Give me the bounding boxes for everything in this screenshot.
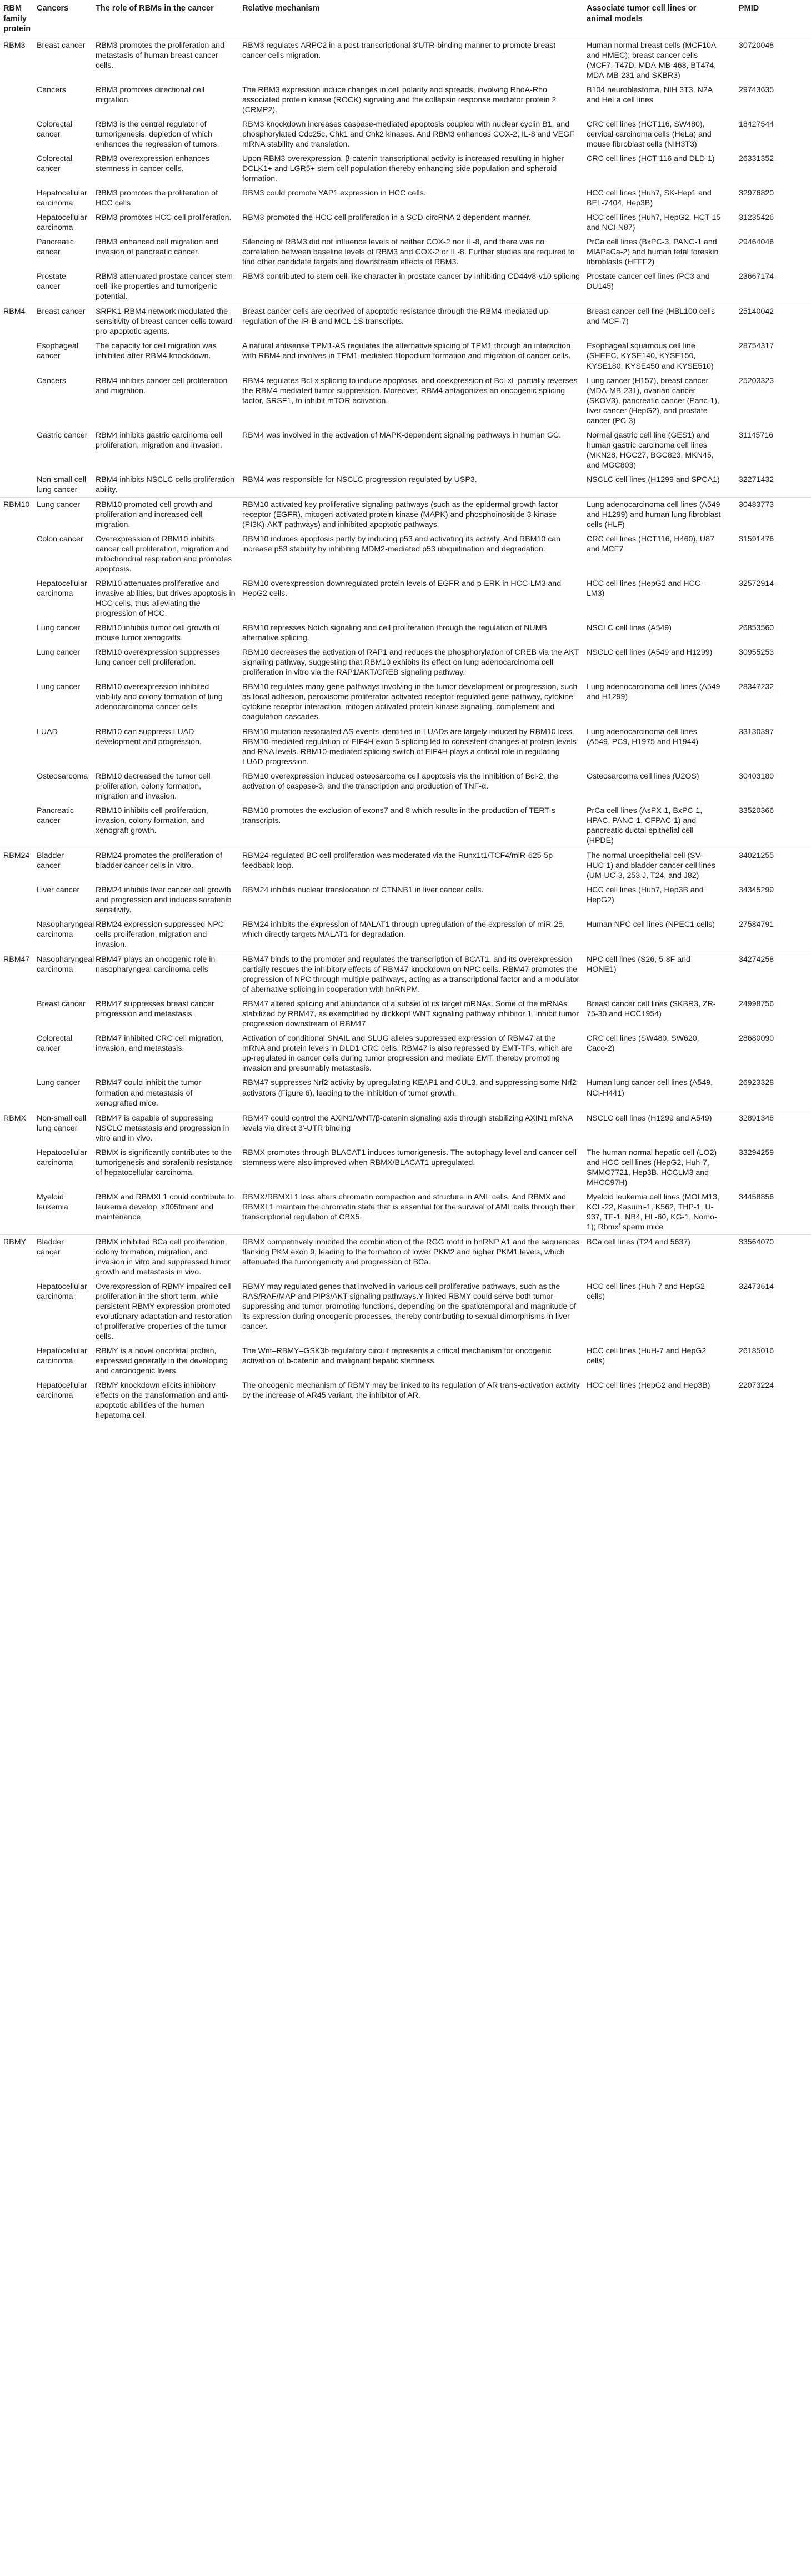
role-cell: RBM3 promotes the proliferation and metastasis of human breast cancer cells.: [92, 38, 239, 83]
role-cell: RBM4 inhibits NSCLC cells proliferation ability.: [96, 475, 234, 494]
cell-lines-cell: PrCa cell lines (AsPX-1, BxPC-1, HPAC, PANC-1, CFPAC-1) and pancreatic ductal epithelial cell (HPDE): [587, 806, 703, 845]
role-cell: RBM47 is capable of suppressing NSCLC metastasis and progression in vitro and in vivo.: [92, 1111, 239, 1146]
pmid-cell: 34274258: [724, 952, 811, 997]
cell-lines-cell: Lung adenocarcinoma cell lines (A549, PC9, H1975 and H1944): [587, 727, 699, 746]
pmid-cell: 29464046: [739, 238, 774, 247]
cell-lines-cell: CRC cell lines (HCT116, SW480), cervical carcinoma cells (HeLa) and mouse fibroblast cells (NIH3T3): [587, 119, 712, 149]
cell-lines-cell: Lung adenocarcinoma cell lines (A549 and H1299): [587, 682, 720, 702]
cancer-cell: Bladder cancer: [33, 1234, 92, 1279]
pmid-cell: 28680090: [739, 1034, 774, 1043]
mechanism-cell: The RBM3 expression induce changes in cell polarity and spreads, involving RhoA-Rho associated protein kinase (ROCK) signaling and the collapsin response mediator protein 2 (CRMP2).: [242, 85, 557, 114]
mechanism-cell: The Wnt–RBMY–GSK3b regulatory circuit represents a critical mechanism for oncogenic activation of b-catenin and malignant hepatic stemness.: [242, 1347, 552, 1366]
cancer-cell: Colorectal cancer: [37, 119, 72, 139]
mechanism-cell: RBM3 knockdown increases caspase-mediated apoptosis coupled with nuclear cyclin B1, and phosphorylated Cdc25c, Chk1 and Chk2 kinases. And RBM3 enhances COX-2, IL-8 and VEGF mRNA stability and translation.: [242, 119, 574, 149]
role-cell: RBM10 overexpression inhibited viability and colony formation of lung adenocarcinoma cancer cells: [96, 682, 223, 712]
cancer-cell: Myeloid leukemia: [37, 1192, 68, 1212]
role-cell: RBM24 promotes the proliferation of bladder cancer cells in vitro.: [92, 848, 239, 883]
table-row: [0, 1234, 811, 1279]
cancer-cell: Breast cancer: [37, 1000, 86, 1009]
cancer-cell: Lung cancer: [37, 1078, 81, 1088]
table-row: [0, 428, 811, 473]
role-cell: Overexpression of RBMY impaired cell proliferation in the short term, while persistent RBMY expression promoted evolutionary adaptation and restoration of proliferative properties of the tumor cells.: [96, 1282, 232, 1342]
cell-lines-cell: HCC cell lines (HuH-7 and HepG2 cells): [587, 1347, 707, 1366]
cell-lines-cell: B104 neuroblastoma, NIH 3T3, N2A and HeLa cell lines: [587, 85, 713, 104]
mechanism-cell: RBM10 activated key proliferative signaling pathways (such as the epidermal growth factor receptor (EGFR), mitogen-activated protein kinase (MAPK) and phosphoinositide 3-kinase (PI3K)-AKT pathways) and inhibited apoptotic pathways.: [239, 497, 583, 532]
mechanism-cell: RBM24-regulated BC cell proliferation was moderated via the Runx1t1/TCF4/miR-625-5p feedback loop.: [239, 848, 583, 883]
table-row: [0, 1111, 811, 1146]
pmid-cell: 30483773: [724, 497, 811, 532]
table-row: [0, 532, 811, 576]
mechanism-cell: RBM3 could promote YAP1 expression in HCC cells.: [242, 189, 426, 198]
mechanism-cell: RBM3 regulates ARPC2 in a post-transcriptional 3'UTR-binding manner to promote breast cancer cells migration.: [239, 38, 583, 83]
family-cell: [0, 83, 33, 117]
mechanism-cell: Breast cancer cells are deprived of apoptotic resistance through the RBM4-mediated up-regulation of the IR-B and MCL-1S transcripts.: [239, 304, 583, 339]
family-cell: RBM4: [0, 304, 33, 339]
mechanism-cell: RBM47 altered splicing and abundance of a subset of its target mRNAs. Some of the mRNAs stabilized by RBM47, as exemplified by dickkopf WNT signaling pathway inhibitor 1, inhibit tumor progression downstream of RBM47: [242, 1000, 579, 1029]
cancer-cell: Liver cancer: [37, 885, 80, 895]
mechanism-cell: RBM4 regulates Bcl-x splicing to induce apoptosis, and coexpression of Bcl-xL partially reverses the RBM4-mediated tumor suppression. Moreover, RBM4 antagonizes an oncogenic splicing factor, SRSF1, to inhibit mTOR activation.: [242, 376, 578, 405]
table-row: [0, 473, 811, 498]
cell-lines-cell: Normal gastric cell line (GES1) and human gastric carcinoma cell lines (MKN28, HGC27, BGC823, MKN45, and MGC803): [587, 430, 714, 470]
pmid-cell: 30720048: [724, 38, 811, 83]
mechanism-cell: RBM10 promotes the exclusion of exons7 and 8 which results in the production of TERT-s transcripts.: [242, 806, 556, 825]
table-row: [0, 1344, 811, 1378]
role-cell: RBMY is a novel oncofetal protein, expressed generally in the developing and carcinogenic livers.: [96, 1347, 228, 1376]
pmid-cell: 30955253: [739, 648, 774, 657]
role-cell: RBM3 promotes directional cell migration.: [96, 85, 205, 104]
cancer-cell: Esophageal cancer: [37, 342, 78, 361]
table-row: [0, 1279, 811, 1344]
pmid-cell: 32976820: [739, 189, 774, 198]
pmid-cell: 34021255: [724, 848, 811, 883]
role-cell: RBM10 attenuates proliferative and invasive abilities, but drives apoptosis in HCC cells, thus alleviating the progression of HCC.: [96, 579, 236, 619]
mechanism-cell: RBM10 induces apoptosis partly by inducing p53 and activating its activity. And RBM10 can increase p53 stability by inhibiting MDM2-mediated p53 ubiquitination and degradation.: [242, 534, 561, 554]
pmid-cell: 25203323: [739, 376, 774, 385]
cell-lines-cell: The normal uroepithelial cell (SV-HUC-1) and bladder cancer cell lines (UM-UC-3, 253 J, T24, and J82): [583, 848, 724, 883]
role-cell: RBM47 inhibited CRC cell migration, invasion, and metastasis.: [96, 1034, 224, 1053]
cell-lines-cell: Human normal breast cells (MCF10A and HMEC); breast cancer cells (MCF7, T47D, MDA-MB-468, BT474, MDA-MB-231 and SKBR3): [583, 38, 724, 83]
cell-lines-cell: BCa cell lines (T24 and 5637): [583, 1234, 724, 1279]
cell-lines-cell: NPC cell lines (S26, 5-8F and HONE1): [583, 952, 724, 997]
mechanism-cell: RBM10 overexpression downregulated protein levels of EGFR and p-ERK in HCC-LM3 and HepG2 cells.: [242, 579, 562, 599]
pmid-cell: 33294259: [739, 1148, 774, 1157]
mechanism-cell: Silencing of RBM3 did not influence levels of neither COX-2 nor IL-8, and there was no correlation between baseline levels of RBM3 and COX-2 or IL-8. Further studies are required to find other candidate targets and downstream effects of RBM3.: [242, 238, 575, 267]
pmid-cell: 30403180: [739, 771, 774, 781]
mechanism-cell: A natural antisense TPM1-AS regulates the alternative splicing of TPM1 through an interaction with RBM4 and involves in TPM1-mediated filopodium formation and migration of cancer cells.: [242, 342, 571, 361]
mechanism-cell: RBM10 mutation-associated AS events identified in LUADs are largely induced by RBM10 loss. RBM10-mediated regulation of EIF4H exon 5 splicing led to consistent changes at protein levels and RNA levels. RBM10-mediated splicing switch of EIF4H plays a critical role in regulating LUAD progression.: [242, 727, 577, 766]
pmid-cell: 26331352: [739, 154, 774, 163]
cancer-cell: Colorectal cancer: [37, 154, 72, 173]
family-cell: [0, 576, 33, 621]
cancer-cell: Hepatocellular carcinoma: [37, 1148, 87, 1167]
cancer-cell: Osteosarcoma: [37, 771, 88, 781]
table-row: [0, 725, 811, 769]
family-cell: RBM10: [0, 497, 33, 532]
family-cell: [0, 883, 33, 917]
cancer-cell: Non-small cell lung cancer: [37, 475, 87, 494]
family-cell: RBMY: [0, 1234, 33, 1279]
header-family: RBM family protein: [3, 4, 31, 34]
cancer-cell: Lung cancer: [33, 497, 92, 532]
cell-lines-cell: The human normal hepatic cell (LO2) and HCC cell lines (HepG2, Huh-7, SMMC7721, Hep3B, HCCLM3 and MHCC97H): [587, 1148, 717, 1187]
cell-lines-cell: Lung cancer (H157), breast cancer (MDA-MB-231), ovarian cancer (SKOV3), pancreatic cancer (Panc-1), liver cancer (HepG2), and prostate cancer (PC-3): [587, 376, 719, 425]
mechanism-cell: The oncogenic mechanism of RBMY may be linked to its regulation of AR trans-activation activity by the increase of AR45 variant, the inhibitor of AR.: [242, 1381, 580, 1400]
family-cell: [0, 917, 33, 952]
role-cell: RBM3 promotes HCC cell proliferation.: [96, 213, 232, 223]
cancer-cell: Lung cancer: [37, 624, 81, 633]
family-cell: [0, 532, 33, 576]
header-cancers: Cancers: [37, 4, 69, 13]
cancer-cell: Hepatocellular carcinoma: [37, 189, 87, 208]
cancer-cell: Lung cancer: [37, 648, 81, 657]
cell-lines-cell: HCC cell lines (Huh-7 and HepG2 cells): [587, 1282, 705, 1302]
pmid-cell: 33130397: [739, 727, 774, 736]
pmid-cell: 34458856: [739, 1192, 774, 1202]
cell-lines-cell: HCC cell lines (Huh7, Hep3B and HepG2): [587, 885, 704, 905]
pmid-cell: 25140042: [724, 304, 811, 339]
mechanism-cell: RBMX competitively inhibited the combination of the RGG motif in hnRNP A1 and the sequences flanking PKM exon 9, leading to the formation of lower PKM2 and higher PKM1 levels, which attenuated the tumorigenicity and progression of BCa.: [239, 1234, 583, 1279]
table-row: [0, 952, 811, 997]
pmid-cell: 31145716: [739, 430, 774, 440]
family-cell: [0, 804, 33, 848]
pmid-cell: 24998756: [739, 1000, 774, 1009]
cancer-cell: Cancers: [37, 85, 66, 94]
cell-lines-cell: CRC cell lines (HCT116, H460), U87 and MCF7: [587, 534, 714, 554]
cell-lines-cell: HCC cell lines (Huh7, HepG2, HCT-15 and NCI-N87): [587, 213, 721, 233]
mechanism-cell: RBM47 could control the AXIN1/WNT/β-catenin signaling axis through stabilizing AXIN1 mRNA levels via direct 3'-UTR binding: [239, 1111, 583, 1146]
cancer-cell: Non-small cell lung cancer: [33, 1111, 92, 1146]
role-cell: RBM47 could inhibit the tumor formation and metastasis of xenografted mice.: [96, 1078, 202, 1108]
cancer-cell: Breast cancer: [33, 304, 92, 339]
mechanism-cell: RBM10 regulates many gene pathways involving in the tumor development or progression, such as focal adhesion, peroxisome proliferator-activated receptor-regulated gene pathway, cytokine-cytokine receptor interaction, mitogen-activated protein kinase signaling, complement and coagulation cascades.: [242, 682, 578, 722]
family-cell: [0, 645, 33, 680]
cancer-cell: Hepatocellular carcinoma: [37, 1347, 87, 1366]
table-row: [0, 883, 811, 917]
table-row: [0, 186, 811, 210]
cancer-cell: Colorectal cancer: [37, 1034, 72, 1053]
cell-lines-cell: HCC cell lines (Huh7, SK-Hep1 and BEL-7404, Hep3B): [587, 189, 712, 208]
cancer-cell: Hepatocellular carcinoma: [37, 213, 87, 233]
family-cell: [0, 152, 33, 186]
table-row: [0, 680, 811, 724]
pmid-cell: 28754317: [739, 342, 774, 351]
role-cell: SRPK1-RBM4 network modulated the sensitivity of breast cancer cells toward pro-apoptotic agents.: [92, 304, 239, 339]
cell-lines-cell: NSCLC cell lines (A549): [587, 624, 672, 633]
cancer-cell: Colon cancer: [37, 534, 83, 544]
table-row: [0, 1146, 811, 1190]
family-cell: [0, 269, 33, 304]
role-cell: RBM47 plays an oncogenic role in nasopharyngeal carcinoma cells: [92, 952, 239, 997]
family-cell: RBM47: [0, 952, 33, 997]
pmid-cell: 34345299: [739, 885, 774, 895]
family-cell: [0, 1344, 33, 1378]
cell-lines-cell: Human lung cancer cell lines (A549, NCI-H441): [587, 1078, 713, 1098]
header-row: [0, 0, 811, 38]
header-pmid: PMID: [739, 4, 759, 13]
role-cell: RBM3 is the central regulator of tumorigenesis, depletion of which enhances the regression of tumors.: [96, 119, 219, 149]
cell-lines-cell: NSCLC cell lines (H1299 and A549): [583, 1111, 724, 1146]
cell-lines-cell: CRC cell lines (HCT 116 and DLD-1): [587, 154, 715, 163]
cancer-cell: Gastric cancer: [37, 430, 88, 440]
mechanism-cell: RBM10 represses Notch signaling and cell proliferation through the regulation of NUMB alternative splicing.: [242, 624, 547, 643]
cancer-cell: Cancers: [37, 376, 66, 385]
table-row: [0, 621, 811, 645]
role-cell: RBM10 can suppress LUAD development and progression.: [96, 727, 202, 746]
mechanism-cell: Upon RBM3 overexpression, β-catenin transcriptional activity is increased resulting in higher DCLK1+ and LGR5+ stem cell population thereby enhancing side population and spheroid formation.: [242, 154, 564, 184]
cancer-cell: Pancreatic cancer: [37, 806, 74, 825]
pmid-cell: 32473614: [739, 1282, 774, 1292]
family-cell: RBM24: [0, 848, 33, 883]
table-body: [0, 38, 811, 1423]
cancer-cell: Nasopharyngeal carcinoma: [33, 952, 92, 997]
family-cell: [0, 117, 33, 152]
table-row: [0, 497, 811, 532]
family-cell: [0, 1378, 33, 1423]
table-row: [0, 374, 811, 428]
mechanism-cell: RBMX promotes through BLACAT1 induces tumorigenesis. The autophagy level and cancer cell stemness were also improved when RBMX/BLACAT1 upregulated.: [242, 1148, 577, 1167]
family-cell: [0, 1190, 33, 1235]
mechanism-cell: RBM10 overexpression induced osteosarcoma cell apoptosis via the inhibition of Bcl-2, the activation of caspase-3, and the transcription and production of TNF-α.: [242, 771, 559, 791]
cancer-cell: Hepatocellular carcinoma: [37, 1381, 87, 1400]
role-cell: RBM3 promotes the proliferation of HCC cells: [96, 189, 218, 208]
cancer-cell: Breast cancer: [33, 38, 92, 83]
cancer-cell: Hepatocellular carcinoma: [37, 579, 87, 599]
table-row: [0, 917, 811, 952]
pmid-cell: 28347232: [739, 682, 774, 692]
mechanism-cell: Activation of conditional SNAIL and SLUG alleles suppressed expression of RBM47 at the mRNA and protein levels in DLD1 CRC cells. RBM47 is also repressed by EMT-TFs, which are up-regulated in cancer cells during tumor progression and mediate EMT, thereby promoting invasion and presumably metastasis.: [242, 1034, 573, 1073]
role-cell: RBM3 attenuated prostate cancer stem cell-like properties and tumorigenic potential.: [96, 272, 233, 302]
family-cell: [0, 374, 33, 428]
mechanism-cell: RBMX/RBMXL1 loss alters chromatin compaction and structure in AML cells. And RBMX and RBMXL1 maintain the chromatin state that is essential for the survival of AML cells through their transcriptional regulation of CBX5.: [242, 1192, 576, 1222]
cancer-cell: LUAD: [37, 727, 58, 736]
role-cell: RBM47 suppresses breast cancer progression and metastasis.: [96, 1000, 214, 1019]
cell-lines-cell: Esophageal squamous cell line (SHEEC, KYSE140, KYSE150, KYSE180, KYSE450 and KYSE510): [587, 342, 714, 371]
family-cell: [0, 769, 33, 804]
role-cell: RBM10 inhibits tumor cell growth of mouse tumor xenografts: [96, 624, 220, 643]
mechanism-cell: RBM47 binds to the promoter and regulates the transcription of BCAT1, and its overexpression partially rescues the inhibitory effects of RBM47-knockdown on NPC cells. RBM47 promotes the progression of NPC through multiple pathways, acting as a transcriptional factor and a modulator of alternative splicing in cooperation with hnRNPM.: [239, 952, 583, 997]
family-cell: RBMX: [0, 1111, 33, 1146]
cancer-cell: Bladder cancer: [33, 848, 92, 883]
pmid-cell: 31235426: [739, 213, 774, 223]
table-row: [0, 339, 811, 373]
cancer-cell: Lung cancer: [37, 682, 81, 692]
cell-lines-cell: Lung adenocarcinoma cell lines (A549 and H1299) and human lung fibroblast cells (HLF): [583, 497, 724, 532]
family-cell: [0, 1279, 33, 1344]
family-cell: [0, 1076, 33, 1111]
mechanism-cell: RBM4 was responsible for NSCLC progression regulated by USP3.: [242, 475, 477, 484]
mechanism-cell: RBM10 decreases the activation of RAP1 and reduces the phosphorylation of CREB via the AKT signaling pathway, suggesting that RBM10 exhibits its effect on lung adenocarcinoma cell proliferation in vitro via the RAP1/AKT/CREB signaling pathway.: [242, 648, 579, 677]
role-cell: RBM4 inhibits cancer cell proliferation and migration.: [96, 376, 228, 395]
role-cell: RBMX is significantly contributes to the tumorigenesis and sorafenib resistance of hepatocellular carcinoma.: [96, 1148, 233, 1177]
table-row: [0, 235, 811, 269]
pmid-cell: 26853560: [739, 624, 774, 633]
role-cell: RBM10 inhibits cell proliferation, invasion, colony formation, and xenograft growth.: [96, 806, 208, 835]
table-row: [0, 804, 811, 848]
table-row: [0, 304, 811, 339]
table-row: [0, 152, 811, 186]
cancer-cell: Prostate cancer: [37, 272, 66, 292]
table-row: [0, 210, 811, 235]
header-mechanism: Relative mechanism: [242, 4, 320, 13]
pmid-cell: 23667174: [739, 272, 774, 282]
table-row: [0, 117, 811, 152]
role-cell: RBMX inhibited BCa cell proliferation, colony formation, migration, and invasion in vitro and suppressed tumor growth and metastasis in vivo.: [92, 1234, 239, 1279]
table-row: [0, 38, 811, 83]
cell-lines-cell: HCC cell lines (HepG2 and HCC-LM3): [587, 579, 703, 599]
pmid-cell: 31591476: [739, 534, 774, 544]
pmid-cell: 18427544: [739, 119, 774, 129]
family-cell: [0, 621, 33, 645]
role-cell: RBM4 inhibits gastric carcinoma cell proliferation, migration and invasion.: [96, 430, 222, 450]
table-row: [0, 769, 811, 804]
pmid-cell: 27584791: [739, 920, 774, 930]
cell-lines-cell: Prostate cancer cell lines (PC3 and DU145): [587, 272, 710, 292]
cancer-cell: Nasopharyngeal carcinoma: [37, 920, 94, 940]
family-cell: [0, 473, 33, 498]
table-header: [0, 0, 811, 38]
table-row: [0, 645, 811, 680]
cell-lines-cell: Myeloid leukemia cell lines (MOLM13, KCL-22, Kasumi-1, K562, THP-1, U-937, TF-1, NB4, HL-60, KG-1, Nomo-1); Rbmxᶠ sperm mice: [587, 1192, 719, 1232]
mechanism-cell: RBM24 inhibits the expression of MALAT1 through upregulation of the expression of miR-25, which directly targets MALAT1 for degradation.: [242, 920, 565, 940]
cell-lines-cell: HCC cell lines (HepG2 and Hep3B): [587, 1381, 710, 1390]
table-row: [0, 1378, 811, 1423]
family-cell: [0, 210, 33, 235]
cancer-cell: Pancreatic cancer: [37, 238, 74, 257]
role-cell: RBM3 enhanced cell migration and invasion of pancreatic cancer.: [96, 238, 218, 257]
role-cell: RBM3 overexpression enhances stemness in cancer cells.: [96, 154, 210, 173]
role-cell: RBM24 expression suppressed NPC cells proliferation, migration and invasion.: [96, 920, 224, 950]
pmid-cell: 32572914: [739, 579, 774, 589]
mechanism-cell: RBM4 was involved in the activation of MAPK-dependent signaling pathways in human GC.: [242, 430, 562, 440]
mechanism-cell: RBM24 inhibits nuclear translocation of CTNNB1 in liver cancer cells.: [242, 885, 484, 895]
table-row: [0, 269, 811, 304]
header-cell-lines: Associate tumor cell lines or animal models: [587, 4, 697, 23]
role-cell: Overexpression of RBM10 inhibits cancer cell proliferation, migration and mitochondrial respiration and promotes apoptosis.: [96, 534, 232, 574]
role-cell: RBM10 overexpression suppresses lung cancer cell proliferation.: [96, 648, 220, 667]
pmid-cell: 29743635: [739, 85, 774, 94]
cell-lines-cell: Breast cancer cell line (HBL100 cells and MCF-7): [583, 304, 724, 339]
header-role: The role of RBMs in the cancer: [96, 4, 214, 13]
role-cell: RBM10 promoted cell growth and proliferation and increased cell migration.: [92, 497, 239, 532]
table-row: [0, 576, 811, 621]
pmid-cell: 33564070: [724, 1234, 811, 1279]
table-row: [0, 848, 811, 883]
pmid-cell: 32891348: [724, 1111, 811, 1146]
family-cell: [0, 1031, 33, 1076]
mechanism-cell: RBMY may regulated genes that involved in various cell proliferative pathways, such as the RAS/RAF/MAP and PIP3/AKT signaling pathways.Y-linked RBMY could serve both tumor-suppressing and tumor-promoting functions, depending on the spatiotemporal and magnitude of its expression during oncogenic processes, thereby contributing to sexual dimorphisms in liver cancer.: [242, 1282, 576, 1332]
family-cell: [0, 186, 33, 210]
cell-lines-cell: CRC cell lines (SW480, SW620, Caco-2): [587, 1034, 699, 1053]
family-cell: [0, 1146, 33, 1190]
cell-lines-cell: Breast cancer cell lines (SKBR3, ZR-75-30 and HCC1954): [587, 1000, 716, 1019]
role-cell: The capacity for cell migration was inhibited after RBM4 knockdown.: [96, 342, 217, 361]
family-cell: [0, 997, 33, 1031]
pmid-cell: 26923328: [739, 1078, 774, 1088]
role-cell: RBMY knockdown elicits inhibitory effects on the transformation and anti-apoptotic abilities of the human hepatoma cell.: [96, 1381, 228, 1420]
cell-lines-cell: Human NPC cell lines (NPEC1 cells): [587, 920, 715, 930]
pmid-cell: 26185016: [739, 1347, 774, 1356]
family-cell: [0, 725, 33, 769]
family-cell: RBM3: [0, 38, 33, 83]
pmid-cell: 33520366: [739, 806, 774, 815]
table-row: [0, 1031, 811, 1076]
mechanism-cell: RBM3 promoted the HCC cell proliferation in a SCD-circRNA 2 dependent manner.: [242, 213, 531, 223]
cell-lines-cell: NSCLC cell lines (A549 and H1299): [587, 648, 713, 657]
family-cell: [0, 428, 33, 473]
pmid-cell: 22073224: [739, 1381, 774, 1390]
table-row: [0, 997, 811, 1031]
mechanism-cell: RBM3 contributed to stem cell-like character in prostate cancer by inhibiting CD44v8-v10 splicing: [242, 272, 580, 282]
role-cell: RBM24 inhibits liver cancer cell growth and progression and induces sorafenib sensitivity.: [96, 885, 232, 915]
table-row: [0, 1190, 811, 1235]
cell-lines-cell: PrCa cell lines (BxPC-3, PANC-1 and MIAPaCa-2) and human fetal foreskin fibroblasts (HFFF2): [587, 238, 719, 267]
role-cell: RBM10 decreased the tumor cell proliferation, colony formation, migration and invasion.: [96, 771, 211, 801]
mechanism-cell: RBM47 suppresses Nrf2 activity by upregulating KEAP1 and CUL3, and suppressing some Nrf2 activators (Figure 6), leading to the inhibition of tumor growth.: [242, 1078, 577, 1098]
cancer-cell: Hepatocellular carcinoma: [37, 1282, 87, 1302]
table-row: [0, 83, 811, 117]
cell-lines-cell: Osteosarcoma cell lines (U2OS): [587, 771, 699, 781]
cell-lines-cell: NSCLC cell lines (H1299 and SPCA1): [587, 475, 720, 484]
pmid-cell: 32271432: [739, 475, 774, 484]
family-cell: [0, 339, 33, 373]
family-cell: [0, 235, 33, 269]
family-cell: [0, 680, 33, 724]
table-row: [0, 1076, 811, 1111]
role-cell: RBMX and RBMXL1 could contribute to leukemia develop_x005fment and maintenance.: [96, 1192, 234, 1222]
